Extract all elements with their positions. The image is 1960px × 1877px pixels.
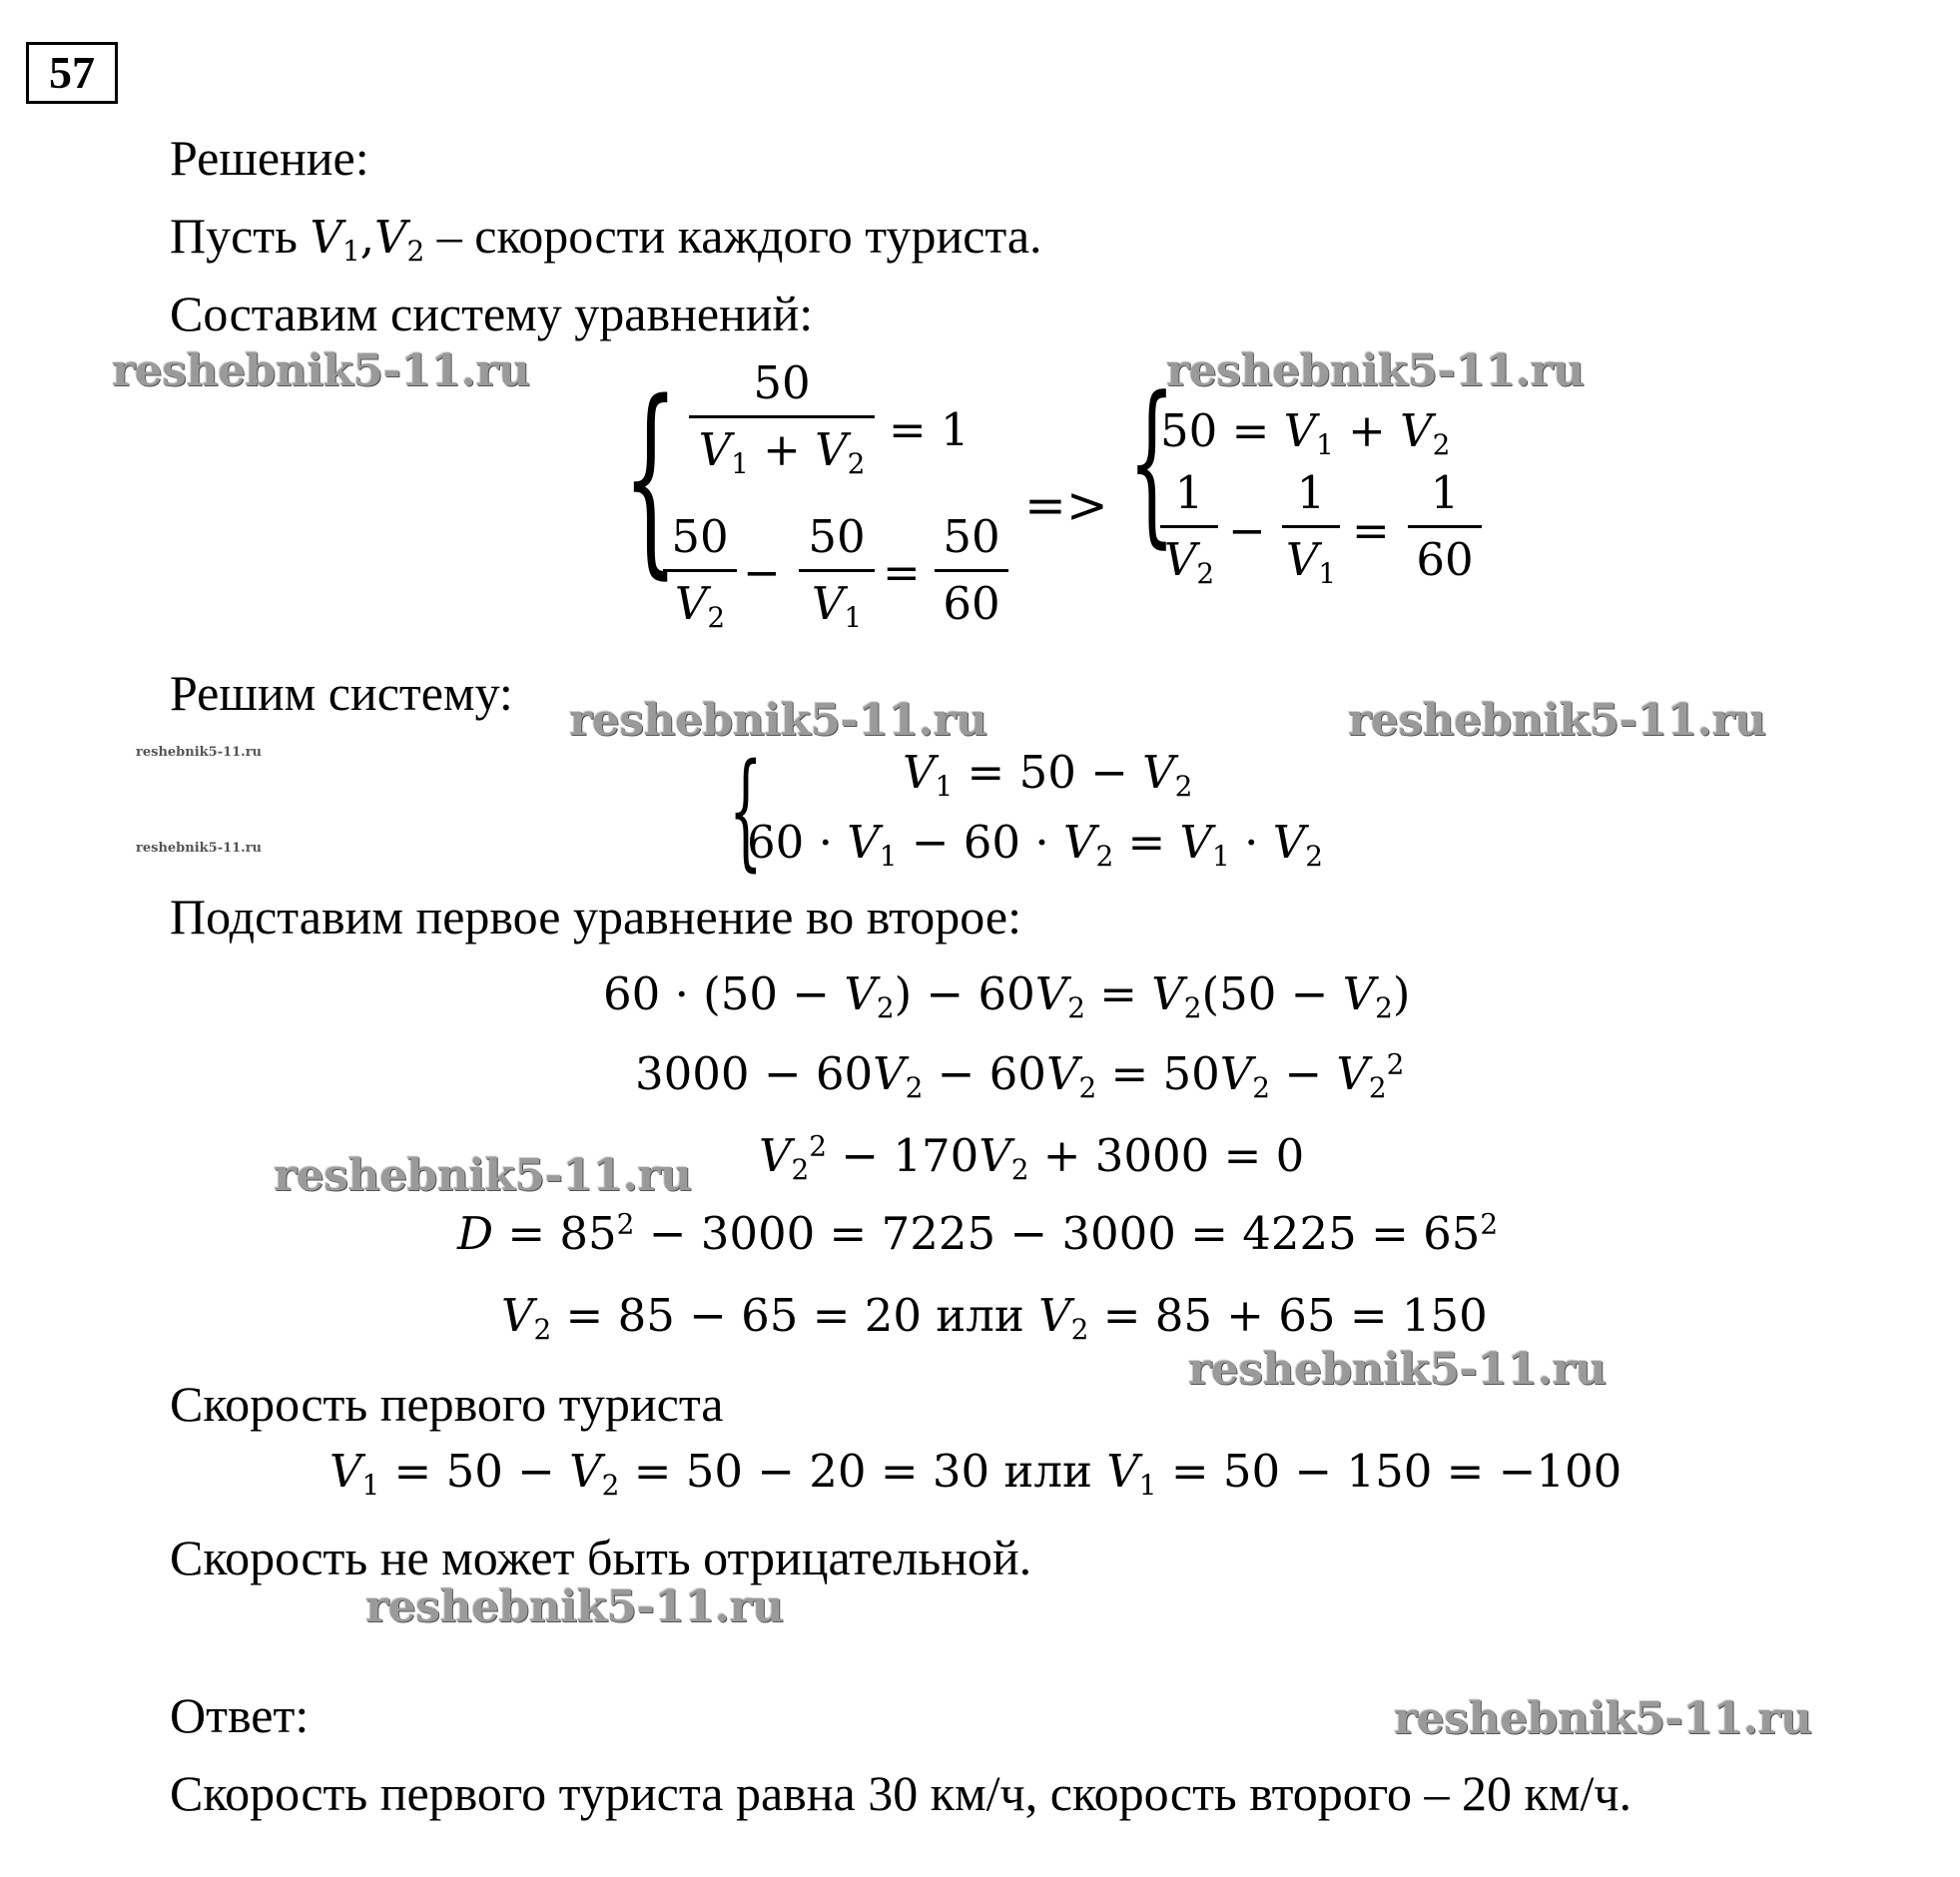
left-brace: {	[623, 357, 679, 597]
substitute-line: Подставим первое уравнение во второе:	[170, 889, 1021, 944]
not-negative-line: Скорость не может быть отрицательной.	[170, 1530, 1032, 1585]
step-3: $V_2^2 - 170V_2 + 3000 = 0$	[759, 1129, 1305, 1186]
system2-brace: {	[729, 737, 763, 884]
step-roots: $V_2 = 85 - 65 = 20$ или $V_2 = 85 + 65 = 150$	[501, 1289, 1488, 1346]
watermark: reshebnik5-11.ru	[1394, 1693, 1812, 1744]
var-v2: $V_2$	[374, 211, 425, 268]
equals: =	[883, 546, 921, 599]
watermark: reshebnik5-11.ru	[1166, 345, 1585, 396]
watermark: reshebnik5-11.ru	[569, 695, 987, 746]
var-v1: $V_1$	[310, 211, 360, 268]
compose-line: Составим систему уравнений:	[170, 286, 814, 341]
system2-row2: $60 \cdot V_1 - 60 \cdot V_2 = V_1 \cdot V_2$	[747, 816, 1323, 873]
let-line: Пусть $V_1,V_2$ – скорости каждого туриста.	[170, 208, 1042, 268]
minus: −	[743, 546, 781, 599]
eq1-rhs: = 1	[889, 403, 970, 456]
fraction-50-over-60: 50 60	[935, 509, 1008, 632]
watermark: reshebnik5-11.ru	[112, 345, 530, 396]
watermark: reshebnik5-11.ru	[365, 1581, 784, 1632]
fraction-1-over-60: 1 60	[1408, 465, 1482, 588]
fraction-1-over-v1: 1 $V_1$	[1282, 465, 1340, 588]
minus: −	[1228, 504, 1266, 557]
let-word: Пусть	[170, 208, 298, 264]
watermark: reshebnik5-11.ru	[274, 1150, 692, 1201]
speed-first-line: Скорость первого туриста	[170, 1376, 724, 1432]
step-1: $60 \cdot (50 - V_2) - 60V_2 = V_2(50 - V_2)$	[603, 967, 1411, 1024]
equals: =	[1352, 504, 1390, 557]
step-v1: $V_1 = 50 - V_2 = 50 - 20 = 30$ или $V_1 = 50 - 150 = -100$	[329, 1445, 1623, 1502]
step-2: $3000 - 60V_2 - 60V_2 = 50V_2 - V_2^2$	[635, 1047, 1405, 1104]
fraction-1-over-v2: 1 $V_2$	[1160, 465, 1218, 588]
watermark: reshebnik5-11.ru	[1188, 1344, 1607, 1395]
right-brace: {	[1128, 359, 1176, 564]
fraction-50-over-sum: 50 $V_1 + V_2$	[689, 355, 875, 478]
fraction-50-over-v1: 50 $V_1$	[799, 509, 875, 632]
solution-heading: Решение:	[170, 130, 369, 186]
system2-row1: $V_1 = 50 - V_2$	[903, 746, 1193, 803]
watermark-small: reshebnik5-11.ru	[136, 745, 263, 760]
step-discriminant: $D = 85^2 - 3000 = 7225 - 3000 = 4225 = 65^2$	[457, 1207, 1499, 1260]
answer-heading: Ответ:	[170, 1687, 310, 1743]
answer-text: Скорость первого туриста равна 30 км/ч, скорость второго – 20 км/ч.	[170, 1765, 1633, 1821]
solve-line: Решим систему:	[170, 665, 513, 721]
implies-arrow: =>	[1024, 476, 1108, 534]
let-rest: – скорости каждого туриста.	[424, 208, 1042, 264]
watermark-small: reshebnik5-11.ru	[136, 841, 263, 856]
r-eq1: $50 = V_1 + V_2$	[1160, 404, 1451, 461]
fraction-50-over-v2: 50 $V_2$	[663, 509, 737, 632]
watermark: reshebnik5-11.ru	[1348, 695, 1766, 746]
problem-number: 57	[26, 42, 118, 104]
